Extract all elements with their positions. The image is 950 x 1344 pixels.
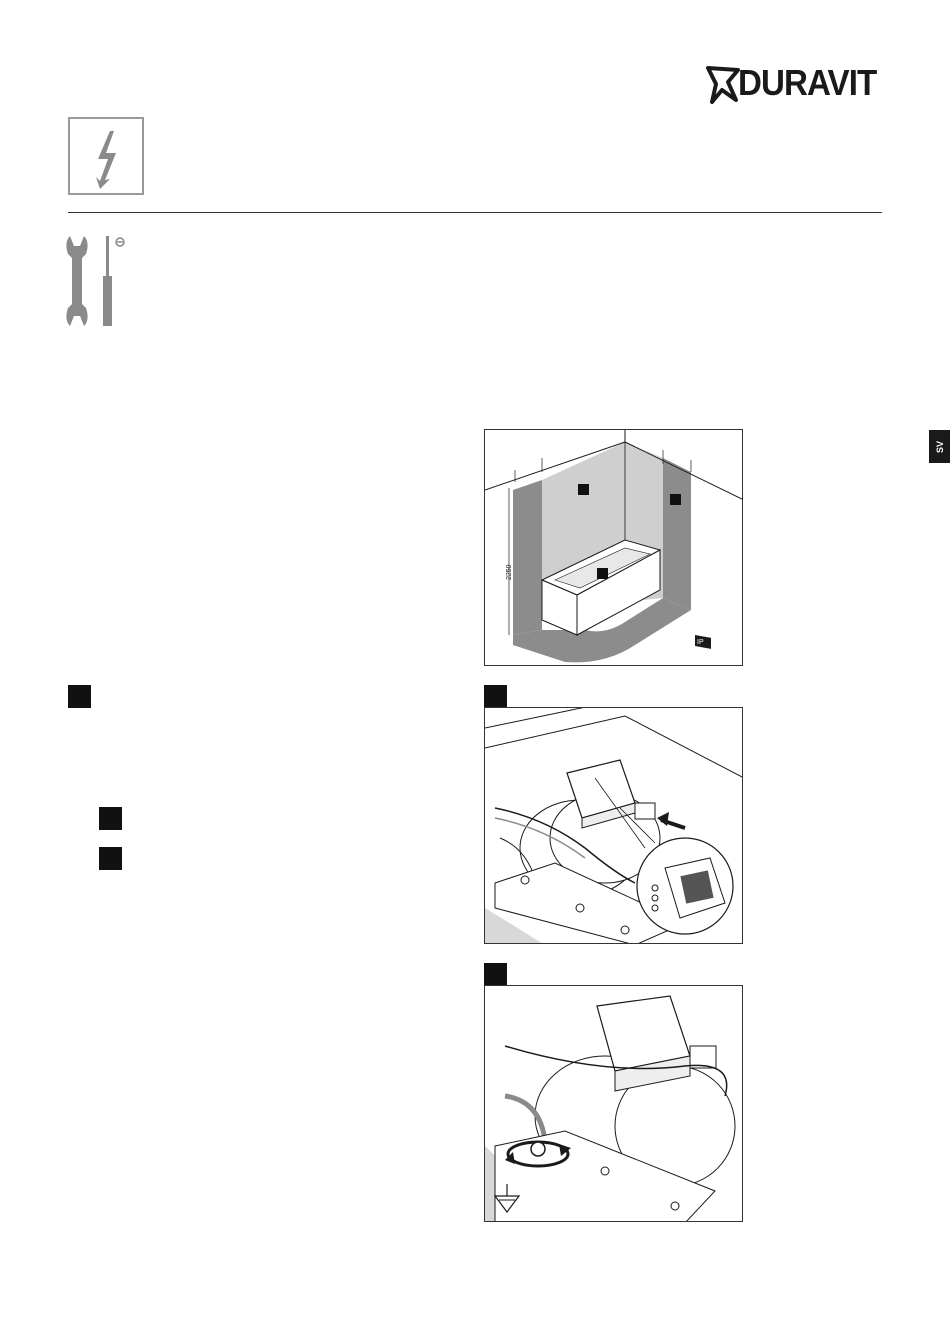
duravit-logo [706,62,892,104]
bird-logo-icon [706,62,740,104]
zone-marker-2 [670,494,681,505]
tools-icons [64,234,130,328]
language-tab[interactable] [929,430,950,463]
step-marker [68,685,91,708]
header-divider [68,212,882,213]
sub-step-marker-b [99,847,122,870]
figure-grounding [484,985,743,1222]
figure-connection-tag [484,685,507,708]
language-label: SV [934,440,945,453]
electrical-warning-box [68,117,144,195]
figure-grounding-tag [484,963,507,986]
sub-step-marker-a [99,807,122,830]
zone-marker-0 [597,568,608,579]
brand-name: DURAVIT [738,62,877,103]
height-dimension: 2250 [506,564,513,580]
wrench-icon [66,236,87,326]
figure-protection-zones [484,429,743,666]
figure-electrical-connection [484,707,743,944]
screwdriver-icon [103,236,124,326]
zone-marker-1 [578,484,589,495]
lightning-bolt-icon [70,119,142,193]
ip-plate-label: IP [697,639,704,646]
